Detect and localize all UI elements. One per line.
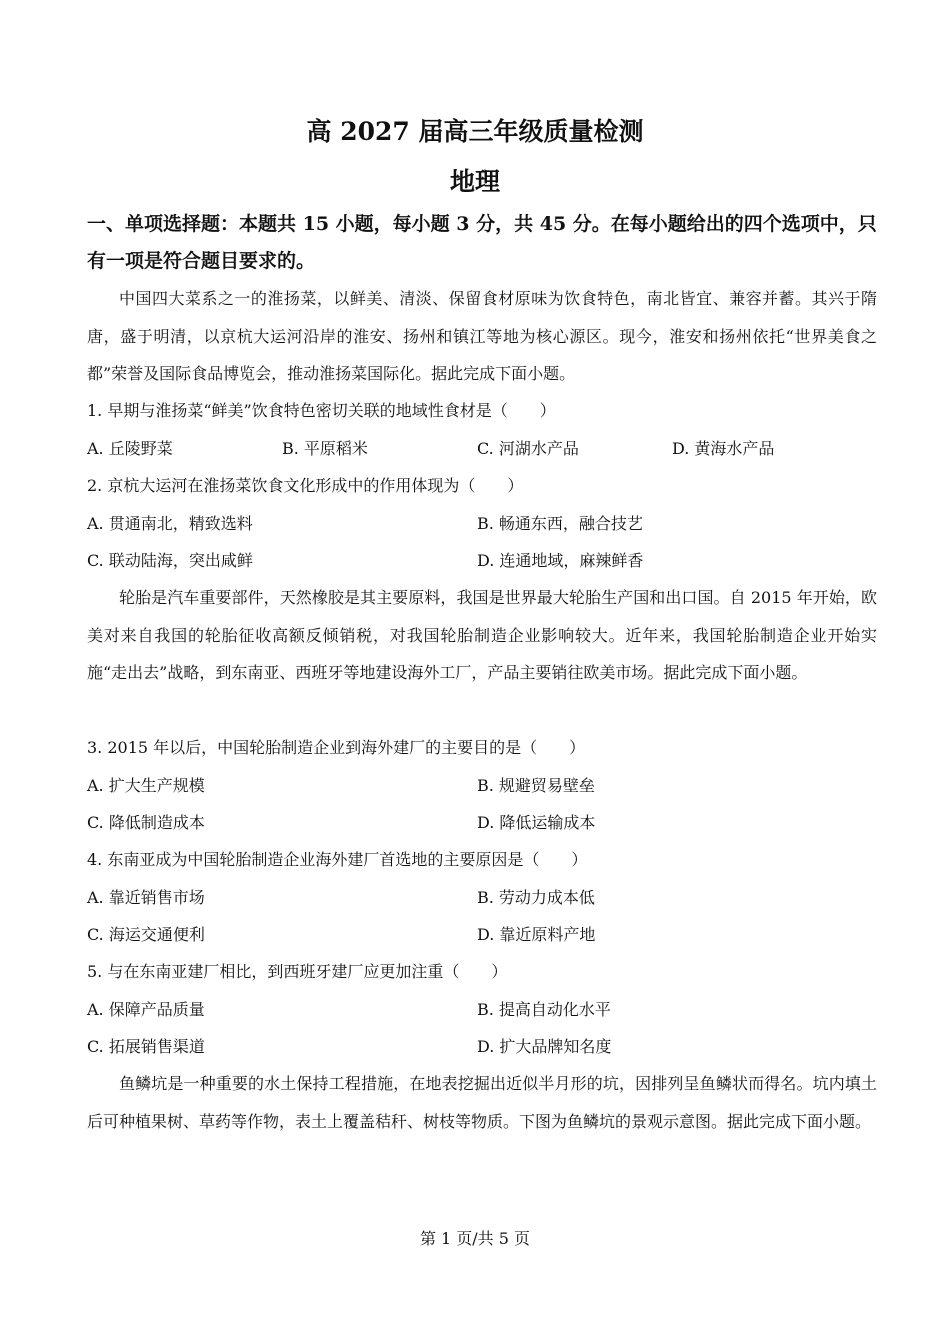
question-5-stem: 5. 与在东南亚建厂相比，到西班牙建厂应更加注重（ ） — [87, 962, 508, 981]
exam-title: 高 2027 届高三年级质量检测 — [306, 117, 644, 146]
question-1-option-b: B. 平原稻米 — [282, 439, 368, 458]
question-2-option-b: B. 畅通东西，融合技艺 — [477, 514, 643, 533]
question-1-stem: 1. 早期与淮扬菜“鲜美”饮食特色密切关联的地域性食材是（ ） — [87, 401, 556, 420]
question-4-option-d: D. 靠近原料产地 — [477, 925, 596, 944]
question-1-option-d: D. 黄海水产品 — [672, 439, 775, 458]
question-5-option-a: A. 保障产品质量 — [87, 1000, 205, 1019]
question-3-option-c: C. 降低制造成本 — [87, 813, 205, 832]
question-4-stem: 4. 东南亚成为中国轮胎制造企业海外建厂首选地的主要原因是（ ） — [87, 850, 588, 869]
question-3-stem: 3. 2015 年以后，中国轮胎制造企业到海外建厂的主要目的是（ ） — [87, 738, 586, 757]
question-2-option-d: D. 连通地域，麻辣鲜香 — [477, 551, 644, 570]
question-3-option-b: B. 规避贸易壁垒 — [477, 776, 595, 795]
question-5-option-b: B. 提高自动化水平 — [477, 1000, 611, 1019]
passage-2: 轮胎是汽车重要部件，天然橡胶是其主要原料，我国是世界最大轮胎生产国和出口国。自 2015 年开始，欧美对来自我国的轮胎征收高额反倾销税，对我国轮胎制造企业影响较大。近年来，我国轮胎制造企业开始实施“走出去”战略，到东南亚、西班牙等地建设海外工厂，产品主要销往欧美市场。据此完成下面小题。 — [87, 588, 877, 682]
section-heading: 一、单项选择题：本题共 15 小题，每小题 3 分，共 45 分。在每小题给出的四个选项中，只有一项是符合题目要求的。 — [87, 213, 877, 272]
question-2-option-a: A. 贯通南北，精致选料 — [87, 514, 253, 533]
passage-1: 中国四大菜系之一的淮扬菜，以鲜美、清淡、保留食材原味为饮食特色，南北皆宜、兼容并蓄。其兴于隋唐，盛于明清，以京杭大运河沿岸的淮安、扬州和镇江等地为核心源区。现今，淮安和扬州依托“世界美食之都”荣誉及国际食品博览会，推动淮扬菜国际化。据此完成下面小题。 — [87, 289, 877, 383]
question-4-option-c: C. 海运交通便利 — [87, 925, 205, 944]
question-3-option-a: A. 扩大生产规模 — [87, 776, 205, 795]
question-4-option-a: A. 靠近销售市场 — [87, 888, 205, 907]
subject-title: 地理 — [449, 167, 500, 196]
question-1-option-a: A. 丘陵野菜 — [87, 439, 173, 458]
passage-3: 鱼鳞坑是一种重要的水土保持工程措施，在地表挖掘出近似半月形的坑，因排列呈鱼鳞状而得名。坑内填土后可种植果树、草药等作物，表土上覆盖秸秆、树枝等物质。下图为鱼鳞坑的景观示意图。据此完成下面小题。 — [87, 1074, 877, 1131]
question-2-option-c: C. 联动陆海，突出咸鲜 — [87, 551, 253, 570]
question-3-option-d: D. 降低运输成本 — [477, 813, 596, 832]
question-4-option-b: B. 劳动力成本低 — [477, 888, 595, 907]
page-number: 第 1 页/共 5 页 — [419, 1229, 531, 1248]
question-1-option-c: C. 河湖水产品 — [477, 439, 579, 458]
question-5-option-c: C. 拓展销售渠道 — [87, 1037, 205, 1056]
question-2-stem: 2. 京杭大运河在淮扬菜饮食文化形成中的作用体现为（ ） — [87, 476, 524, 495]
question-5-option-d: D. 扩大品牌知名度 — [477, 1037, 612, 1056]
